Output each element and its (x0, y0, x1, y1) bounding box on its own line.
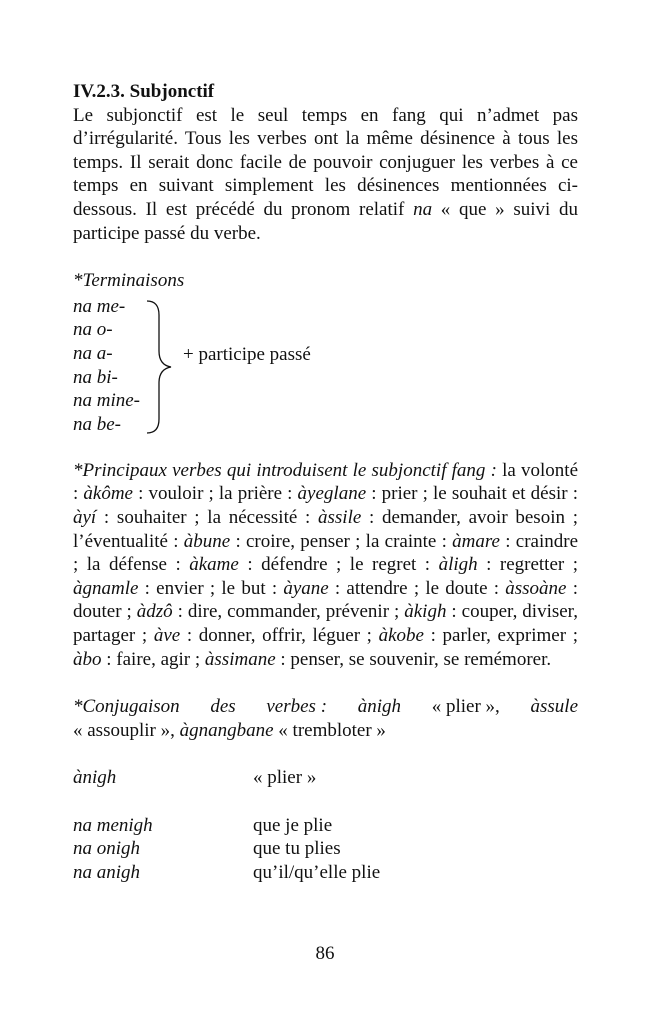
fang-verb: àbo (73, 648, 102, 670)
conjugated-form: na anigh (73, 862, 141, 884)
verb-meaning-text: : défendre ; le regret : (238, 554, 439, 576)
verb-meaning-text: : donner, offrir, léguer ; (180, 624, 379, 646)
fang-verb: àssile (318, 506, 362, 528)
conj-word: *Conjugaison (73, 696, 180, 718)
verb-meaning-text: : envier ; le but : (138, 577, 284, 599)
verb-meaning-text: : douter ; (73, 577, 578, 623)
terminaison-item: na be- (73, 413, 122, 435)
fang-verb: àkobe (378, 624, 424, 646)
verb-meaning-text: : regretter ; (477, 554, 578, 576)
page-content (73, 80, 578, 885)
terminaison-item: na bi- (73, 366, 118, 388)
conjugaison-line-2 (73, 719, 578, 743)
conj-text: « trembloter » (273, 719, 386, 741)
fang-verb: àssoàne (505, 577, 567, 599)
terminaison-item: na me- (73, 295, 126, 317)
conj-word: àssule (530, 696, 578, 718)
conjugated-gloss: qu’il/qu’elle plie (253, 862, 381, 884)
verb-meaning-text: : souhaiter ; la nécessité : (96, 506, 319, 528)
conjugaison-line-1 (73, 695, 578, 719)
principaux-paragraph (73, 459, 578, 671)
conj-word: « plier », (431, 696, 500, 718)
terminaison-item: na mine- (73, 390, 141, 412)
intro-text: Le subjonctif est le seul temps en fang qui n’admet pas d’irrégularité. Tous les verbes ont la même désinence à tous les temps. Il serait donc facile de pouvoir conjuguer les verbes à ce temps en suivant simplement les désinences mentionnées ci-dessous. Il est précédé du pronom relatif (73, 104, 578, 220)
conjugated-gloss: que tu plies (253, 838, 341, 860)
conjugated-form: na onigh (73, 838, 141, 860)
verb-meaning-text: : parler, exprimer ; (423, 624, 578, 646)
fang-verb: àve (153, 624, 181, 646)
verb-meaning-text: : penser, se souvenir, se remémorer. (275, 648, 552, 670)
section-heading: IV.2.3. Subjonctif (73, 81, 215, 102)
verb-gloss: « plier » (253, 767, 317, 789)
verb-infinitive: ànigh (73, 767, 117, 789)
terminaisons-block (73, 295, 578, 439)
verb-meaning-text: : prier ; le souhait et désir : (366, 483, 578, 505)
terminaison-item: na o- (73, 319, 113, 341)
fang-verb: àkame (189, 554, 239, 576)
fang-verb: àbune (183, 530, 231, 552)
fang-verb: àligh (438, 554, 478, 576)
conjugated-form: na menigh (73, 814, 153, 836)
intro-paragraph (73, 104, 578, 246)
conj-verb: àgnangbane (179, 719, 274, 741)
conj-word: ànigh (357, 696, 402, 718)
relative-pronoun: na (413, 198, 433, 220)
verb-meaning-text: : attendre ; le doute : (328, 577, 506, 599)
verb-meaning-text: : faire, agir ; (101, 648, 205, 670)
conjugation-row (73, 861, 578, 885)
verb-meaning-text: : couper, diviser, partager ; (73, 601, 578, 646)
conj-word: verbes : (266, 696, 328, 718)
verb-meaning-text: : demander, avoir besoin ; l’éventualité : (73, 506, 578, 552)
principaux-label: *Principaux verbes qui introduisent le subjonctif fang : (73, 459, 497, 481)
conj-text: « assouplir », (73, 719, 180, 741)
fang-verb: àkôme (83, 483, 133, 505)
verb-meaning-text: la volonté : (73, 459, 578, 505)
conjugation-row (73, 814, 578, 838)
terminaisons-title: *Terminaisons (73, 270, 185, 292)
verb-meaning-text: : vouloir ; la prière : (133, 483, 298, 505)
fang-verb: àdzô (136, 601, 173, 623)
participe-passe-label: + participe passé (183, 343, 311, 365)
fang-verb: àyí (73, 506, 97, 528)
conj-word: des (210, 696, 236, 718)
conjugated-gloss: que je plie (253, 814, 333, 836)
right-brace-icon (145, 299, 175, 435)
intro-end: « que » suivi du participe passé du verbe. (73, 198, 578, 244)
fang-verb: àyeglane (297, 483, 367, 505)
terminaison-item: na a- (73, 342, 113, 364)
conjugation-row (73, 837, 578, 861)
verb-meaning-text: : craindre ; la défense : (73, 530, 578, 576)
conjugation-header-row (73, 766, 578, 790)
fang-verb: àssimane (204, 648, 276, 670)
verb-meaning-text: : dire, commander, prévenir ; (172, 601, 405, 623)
fang-verb: àgnamle (73, 577, 139, 599)
verb-meaning-text: : croire, penser ; la crainte : (230, 530, 453, 552)
fang-verb: àyane (283, 577, 329, 599)
fang-verb: àkigh (404, 601, 447, 623)
page-number: 86 (315, 943, 335, 964)
fang-verb: àmare (452, 530, 500, 552)
terminaisons-list (73, 295, 140, 437)
